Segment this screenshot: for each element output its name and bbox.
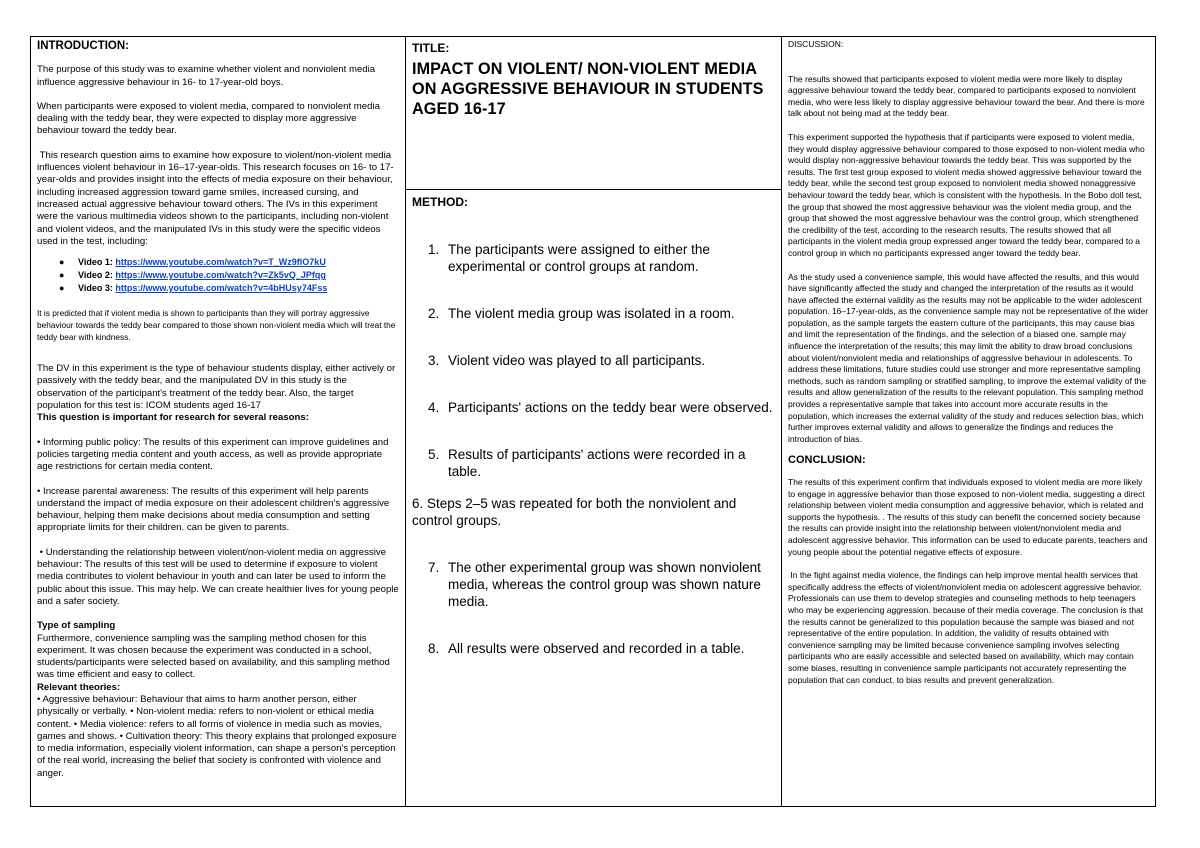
conclusion-heading: CONCLUSION: [788, 454, 866, 467]
method-step [412, 559, 775, 610]
method-step [412, 241, 775, 275]
video-2-link[interactable]: https://www.youtube.com/watch?v=Zk5vQ_JPfqg [115, 270, 326, 281]
bullet-icon: ● [59, 270, 65, 281]
sampling-heading: Type of sampling [37, 620, 116, 632]
video-item [37, 256, 399, 269]
video-list [37, 256, 399, 295]
step-text: The other experimental group was shown nonviolent media, whereas the control group was shown nature media. [448, 560, 761, 609]
video-item [37, 269, 399, 282]
title-label: TITLE: [412, 41, 450, 55]
method-steps [412, 241, 775, 657]
theories-paragraph: • Aggressive behaviour: Behaviour that aims to harm another person, either physically or verbally. • Non-violent media: refers to non-violent or ethical media content. • Media violence: refers to all forms of violence in media such as movies, games and shows. • Cultivation theory: This theory explains that prolonged exposure to media information, especially violent information, can shape a person's perception of the real world, increasing the belief that society is confronted with violence and anger. [37, 693, 397, 779]
discussion-heading: DISCUSSION: [788, 39, 844, 49]
step-number: 4. [428, 400, 440, 415]
step-number: 2. [428, 306, 440, 321]
introduction-column [31, 37, 406, 806]
introduction-heading: INTRODUCTION: [37, 40, 129, 52]
reason-public-policy: • Informing public policy: The results of this experiment can improve guidelines and policies targeting media content and youth access, as well as provide appropriate age restrictions for certain media content. [37, 436, 389, 473]
bullet-icon: ● [59, 283, 65, 294]
step-text: All results were observed and recorded in a table. [448, 641, 745, 656]
step-text: 6. Steps 2–5 was repeated for both the nonviolent and control groups. [412, 496, 737, 528]
step-number: 3. [428, 353, 440, 368]
step-text: Participants' actions on the teddy bear were observed. [448, 400, 773, 415]
video-label: Video 3: [78, 283, 113, 294]
reason-parental-awareness: • Increase parental awareness: The results of this experiment will help parents understand the impact of media exposure on their adolescent children's aggressive behaviour, helping them make decisions about media consumption and setting appropriate limits for their children. can be given to parents. [37, 485, 390, 534]
discussion-paragraph-results: The results showed that participants exposed to violent media were more likely to display aggressive behaviour toward the teddy bear, compared to participants exposed to nonviolent media, who were less likely to display aggressive behaviour toward the bear. And there is more talk about not being mad at the teddy bear. [788, 73, 1145, 119]
method-heading: METHOD: [412, 195, 468, 209]
step-number: 8. [428, 641, 440, 656]
step-text: Violent video was played to all participants. [448, 353, 706, 368]
method-section [406, 190, 781, 806]
method-step [412, 352, 775, 369]
bullet-icon: ● [59, 257, 65, 268]
title-method-column [406, 37, 782, 806]
intro-paragraph-expectation: When participants were exposed to violent media, compared to nonviolent media dealing with the teddy bear, they were expected to display more aggressive behaviour toward the teddy bear. [37, 100, 380, 137]
intro-paragraph-research-question: This research question aims to examine how exposure to violent/non-violent media influences violent behaviour in 16–17-year-olds. This research focuses on 16- to 17-year-olds and provides insight into the effects of media exposure on their behaviour, including increased aggression toward game smiles, increased cursing, and increased actual aggressive behaviour toward others. The IVs in this experiment were the various multimedia videos shown to the participants, including non-violent and violent videos, and the manipulated IVs in this study were the specific videos used in the test, including: [37, 149, 396, 247]
discussion-paragraph-hypothesis: This experiment supported the hypothesis that if participants were exposed to violent media, they would display aggressive behaviour compared to those exposed to non-violent media who would display non-aggressive behaviour towards the teddy bear. This was supported by the results. The first test group exposed to violent media showed aggressive behaviour toward the teddy bear, while the second test group exposed to nonviolent media showed nonaggressive behaviour toward the teddy bear, which is consistent with the hypothesis. In the Bobo doll test, the group that showed the most aggressive behaviour was the violent media group, and the group that showed the most aggressive behaviour was the control group, which strengthened the credibility of the test, according to the research results. The results showed that all participants in the violent media group expressed anger toward the teddy bear, compared to a control group in which no participants expressed anger toward the teddy bear. [788, 131, 1145, 258]
method-step [412, 640, 775, 657]
conclusion-paragraph-implications: In the fight against media violence, the findings can help improve mental health services that specifically address the effects of violent/nonviolent media on adolescent aggressive behavior. Professionals can use them to develop strategies and counseling methods to help teenagers who may be experiencing aggression. because of their media coverage. The conclusion is that the results cannot be generalized to this population because the sample was biased and not representative of the entire population. In addition, the validity of results obtained with convenience sampling may be limited because convenience sampling involves selecting participants who are easily accessible and selected based on availability, which may contain some biases, resulting in convenience sample participants not accurately representing the population that can conduct. to bias results and prevent generalization. [788, 570, 1146, 685]
importance-heading: This question is important for research for several reasons: [37, 412, 309, 424]
method-step [412, 305, 775, 322]
method-step [412, 399, 775, 416]
sampling-paragraph: Furthermore, convenience sampling was the sampling method chosen for this experiment. It was chosen because the experiment was conducted in a school, students/participants were selected based on availability, and this sampling method was time efficient and easy to collect. [37, 632, 390, 681]
dv-paragraph: The DV in this experiment is the type of behaviour students display, either actively or passively with the teddy bear, and the manipulated DV in this study is the observation of the participant's treatment of the teddy bear. Also, the target population for this test is: ICOM students aged 16-17 [37, 363, 396, 412]
step-number: 1. [428, 242, 440, 257]
discussion-paragraph-sampling: As the study used a convenience sample, this would have affected the results, and this would have significantly affected the study and changed the interpretation of the results as it would have affected the external validity as the results may not be applicable to the wider adolescent population. 16–17-year-olds, as the convenience sample may not be representative of the wider population, as the sample targets the eastern culture of the participants, this may cause bias and limit the representation of the findings, and the selection of a biased one. sample may influence the interpretation of the results; this may limit the ability to draw broad conclusions about violent/nonviolent media and relationships of aggressive behaviour in adolescents. To address these limitations, future studies could use stronger and more representative sampling methods, such as random sampling or stratified sampling, to improve the external validity of the results and allow generalization of the results to the relevant population. This sampling method provides a representative sample that takes into account more accurate results in the population, which increases the external validity of the study and reduces selection bias, which further improves external validity and allows to generalize the findings and reduces the introduction of bias. [788, 271, 1149, 444]
discussion-conclusion-column [782, 37, 1155, 806]
step-text: Results of participants' actions were recorded in a table. [448, 447, 746, 479]
theories-heading: Relevant theories: [37, 681, 121, 693]
poster-frame [30, 36, 1156, 807]
title-section [406, 37, 781, 190]
page-title: IMPACT ON VIOLENT/ NON-VIOLENT MEDIA ON AGGRESSIVE BEHAVIOUR IN STUDENTS AGED 16-17 [412, 60, 764, 118]
step-number: 7. [428, 560, 440, 575]
reason-understanding: • Understanding the relationship between violent/non-violent media on aggressive behaviour: The results of this test will be used to determine if exposure to violent media contributes to violent behaviour in youth and can later be used to inform the public about this issue. This may help. We can create healthier lives for young people and a safer society. [37, 546, 402, 607]
step-number: 5. [428, 447, 440, 462]
intro-paragraph-purpose: The purpose of this study was to examine whether violent and nonviolent media influence aggressive behaviour in 16- to 17-year-old boys. [37, 64, 376, 88]
video-3-link[interactable]: https://www.youtube.com/watch?v=4bHUsy74Fss [115, 283, 328, 294]
prediction-paragraph: It is predicted that if violent media is shown to participants than they will portray aggressive behaviour towards the teddy bear compared to those shown non-violent media which will treat the teddy bear with kindness. [37, 308, 396, 343]
video-label: Video 1: [78, 257, 113, 268]
step-text: The participants were assigned to either the experimental or control groups at random. [448, 242, 710, 274]
step-text: The violent media group was isolated in a room. [448, 306, 735, 321]
method-step [412, 446, 775, 480]
method-step [412, 495, 775, 529]
video-label: Video 2: [78, 270, 113, 281]
video-item [37, 282, 399, 295]
video-1-link[interactable]: https://www.youtube.com/watch?v=T_Wz9flO7kU [115, 257, 326, 268]
conclusion-paragraph-results: The results of this experiment confirm that individuals exposed to violent media are more likely to engage in aggressive behavior than those exposed to non-violent media, suggesting a direct relationship between violent media consumption and aggressive behavior, which is related and supports the hypothesis. . The results of this study can benefit the concerned society because the results can provide insight into the relationship between violent/nonviolent media and adolescent aggressive behavior. This information can be used to educate parents, teachers and young people about the potential negative effects of exposure. [788, 477, 1148, 557]
